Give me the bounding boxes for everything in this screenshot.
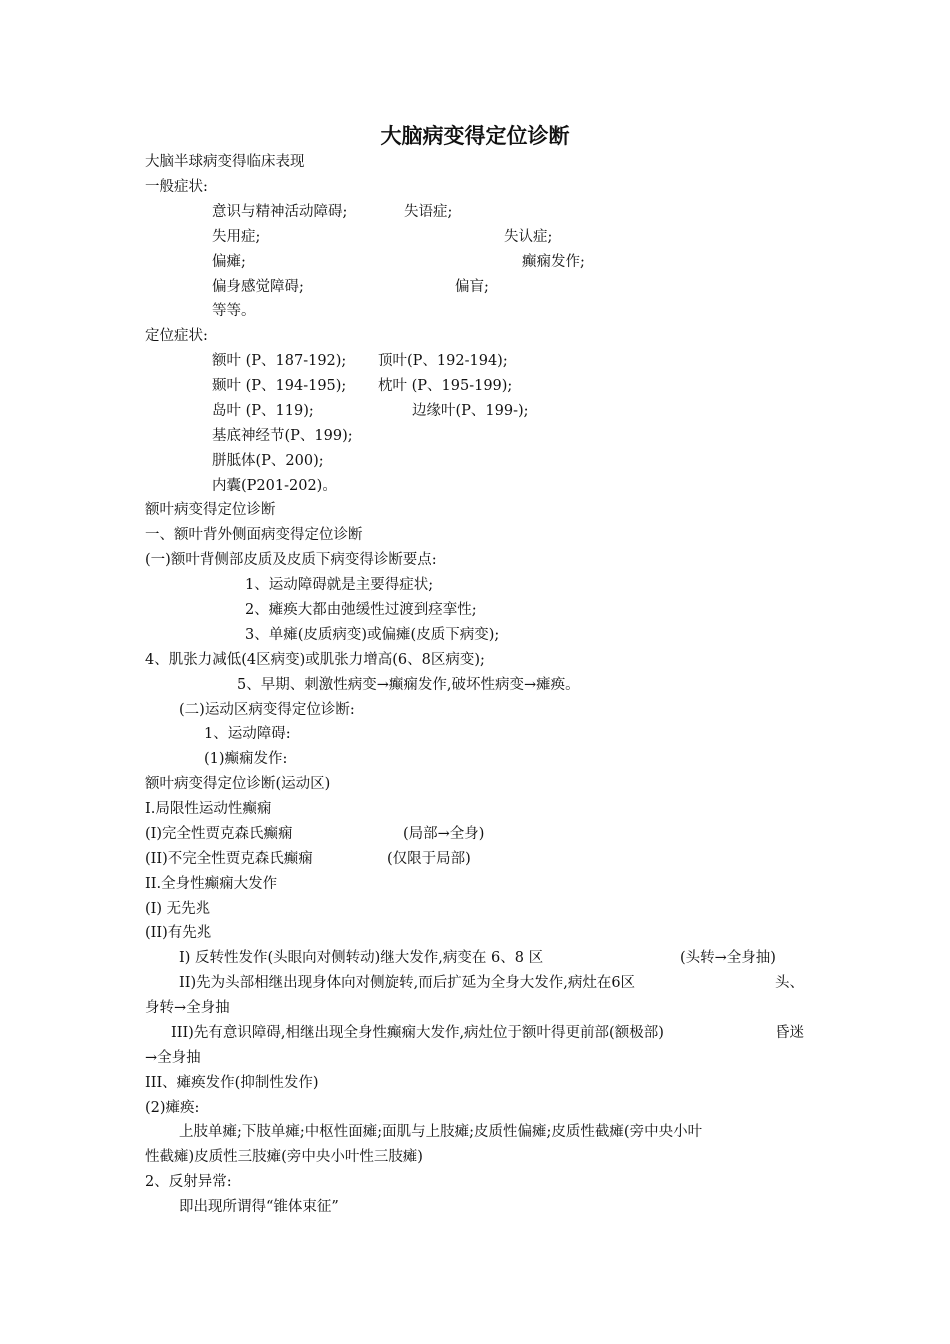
text-line: 意识与精神活动障碍; <box>212 204 348 220</box>
text-line: (II)不完全性贾克森氏癫痫 <box>145 851 313 867</box>
text-line: 2、反射异常: <box>145 1174 232 1190</box>
text-line: 内囊(P201-202)。 <box>212 478 337 494</box>
text-line: (头转→全身抽) <box>680 950 776 966</box>
text-line: (I) 无先兆 <box>145 901 211 917</box>
text-line: 边缘叶(P、199-); <box>412 403 529 419</box>
list-item: 2、瘫痪大都由弛缓性过渡到痉挛性; <box>245 602 477 618</box>
text-line: 偏瘫; <box>212 254 246 270</box>
text-line: 性截瘫)皮质性三肢瘫(旁中央小叶性三肢瘫) <box>145 1149 423 1165</box>
text-line: 昏迷 <box>775 1025 804 1041</box>
text-line: →全身抽 <box>145 1050 201 1066</box>
document-title: 大脑病变得定位诊断 <box>380 124 570 148</box>
text-line: II)先为头部相继出现身体向对侧旋转,而后扩延为全身大发作,病灶在6区 <box>179 975 636 991</box>
text-line: 岛叶 (P、119); <box>212 403 314 419</box>
text-line: 偏身感觉障碍; <box>212 279 304 295</box>
list-item: 5、早期、刺激性病变→癫痫发作,破坏性病变→瘫痪。 <box>237 677 580 693</box>
text-line: 失认症; <box>504 229 553 245</box>
text-line: 等等。 <box>212 303 256 319</box>
list-item: 1、运动障碍就是主要得症状; <box>245 577 434 593</box>
subsection-heading: 定位症状: <box>145 328 208 344</box>
text-line: 枕叶 (P、195-199); <box>378 378 513 394</box>
text-line: 头、 <box>775 975 804 991</box>
text-line: (I)完全性贾克森氏癫痫 <box>145 826 293 842</box>
text-line: (II)有先兆 <box>145 925 212 941</box>
list-item: (1)癫痫发作: <box>204 751 288 767</box>
text-line: 失用症; <box>212 229 261 245</box>
list-item: 1、运动障碍: <box>204 726 291 742</box>
subsection-heading: (二)运动区病变得定位诊断: <box>179 702 355 718</box>
subsection-heading: 一般症状: <box>145 179 208 195</box>
text-line: 偏盲; <box>455 279 489 295</box>
section-heading: 额叶病变得定位诊断 <box>145 502 276 518</box>
list-item: 3、单瘫(皮质病变)或偏瘫(皮质下病变); <box>245 627 500 643</box>
text-line: 颞叶 (P、194-195); <box>212 378 347 394</box>
section-heading: 大脑半球病变得临床表现 <box>145 154 305 170</box>
text-line: I.局限性运动性癫痫 <box>145 801 272 817</box>
text-line: 癫痫发作; <box>522 254 585 270</box>
list-item: 4、肌张力减低(4区病变)或肌张力增高(6、8区病变); <box>145 652 485 668</box>
text-line: (2)瘫痪: <box>145 1100 200 1116</box>
text-line: 顶叶(P、192-194); <box>378 353 508 369</box>
text-line: I) 反转性发作(头眼向对侧转动)继大发作,病变在 6、8 区 <box>179 950 544 966</box>
subsection-heading: (一)额叶背侧部皮质及皮质下病变得诊断要点: <box>145 552 437 568</box>
text-line: (仅限于局部) <box>387 851 471 867</box>
text-line: II.全身性癫痫大发作 <box>145 876 278 892</box>
text-line: 额叶 (P、187-192); <box>212 353 347 369</box>
text-line: 胼胝体(P、200); <box>212 453 324 469</box>
text-line: 即出现所谓得“锥体束征” <box>179 1199 339 1215</box>
text-line: 失语症; <box>404 204 453 220</box>
text-line: 身转→全身抽 <box>145 1000 230 1016</box>
text-line: III、瘫痪发作(抑制性发作) <box>145 1075 319 1091</box>
section-heading: 额叶病变得定位诊断(运动区) <box>145 776 331 792</box>
text-line: (局部→全身) <box>403 826 485 842</box>
subsection-heading: 一、额叶背外侧面病变得定位诊断 <box>145 527 363 543</box>
text-line: III)先有意识障碍,相继出现全身性癫痫大发作,病灶位于额叶得更前部(额极部) <box>171 1025 664 1041</box>
text-line: 基底神经节(P、199); <box>212 428 353 444</box>
text-line: 上肢单瘫;下肢单瘫;中枢性面瘫;面肌与上肢瘫;皮质性偏瘫;皮质性截瘫(旁中央小叶 <box>179 1124 703 1140</box>
